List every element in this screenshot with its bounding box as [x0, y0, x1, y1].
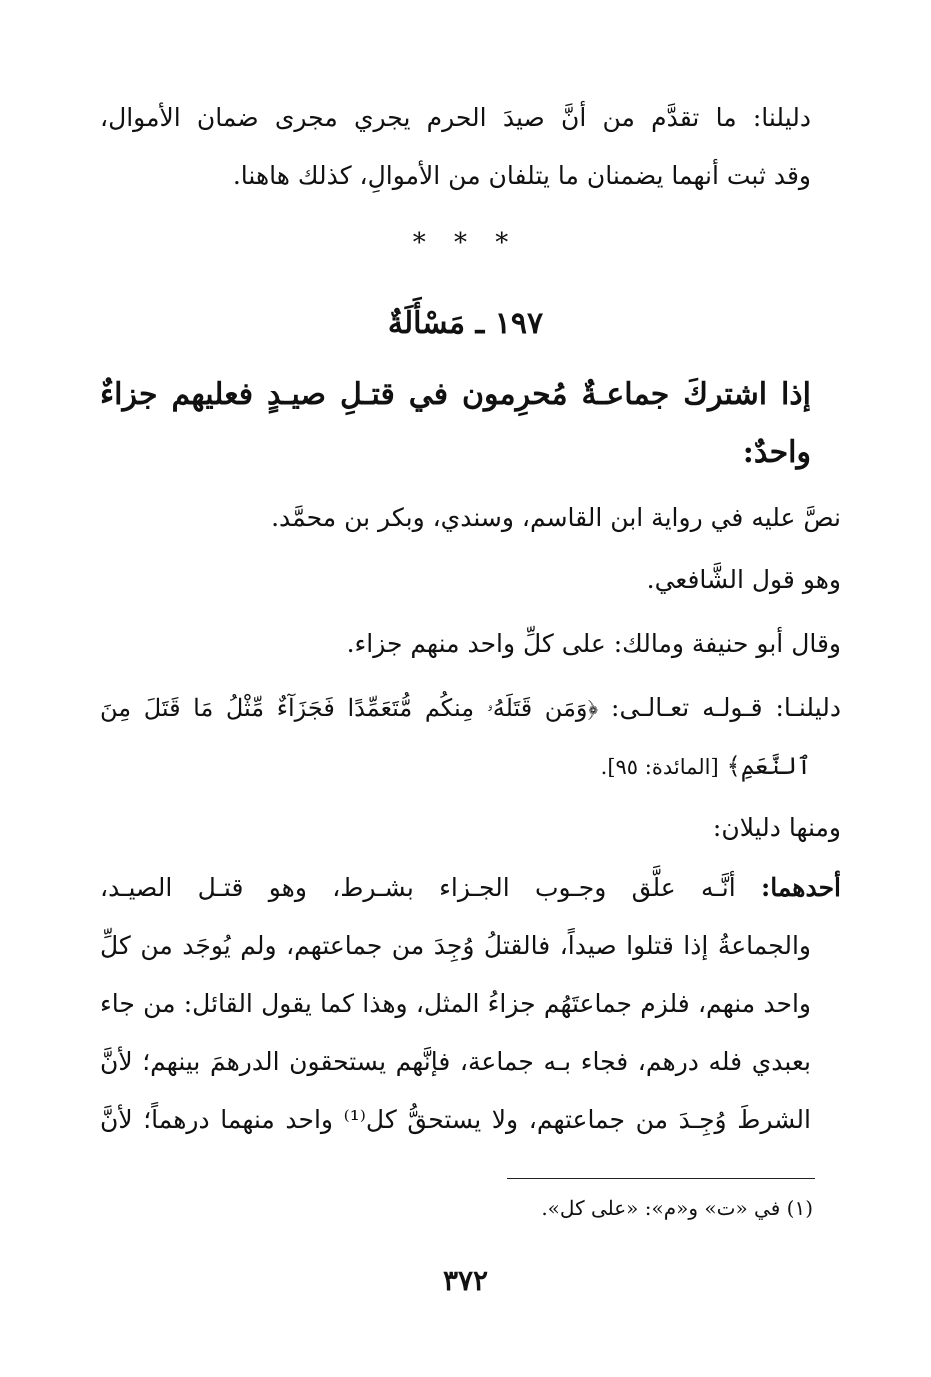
footnote: (١) في «ت» و«م»: «على كل». [541, 1196, 813, 1220]
footnote-divider [507, 1178, 815, 1179]
top-paragraph-line-1: دليلنا: ما تقدَّم من أنَّ صيدَ الحرم يجري مجرى ضمان الأموال، [100, 103, 811, 132]
page-number: ٣٧٢ [442, 1264, 489, 1297]
body-paragraph-6-line-4: بعبدي فله درهم، فجاء بـه جماعة، فإنَّهم يستحقون الدرهمَ بينهم؛ لأنَّ [100, 1047, 811, 1076]
section-separator: * * * [412, 228, 519, 258]
issue-heading: ١٩٧ ـ مَسْأَلَةٌ [387, 306, 544, 341]
body-paragraph-1: نصَّ عليه في رواية ابن القاسم، وسندي، وبكر بن محمَّد. [271, 503, 841, 532]
quran-verse: ﴿وَمَن قَتَلَهُۥ مِنكُم مُّتَعَمِّدًا فَجَزَآءٌ مِّثْلُ مَا قَتَلَ مِنَ [100, 694, 599, 722]
first-proof-label: أحدهما: [760, 873, 841, 902]
body-paragraph-6-line-2: والجماعةُ إذا قتلوا صيداً، فالقتلُ وُجِدَ من جماعتهم، ولم يُوجَد من كلِّ [100, 931, 811, 960]
body-paragraph-5: ومنها دليلان: [712, 813, 841, 842]
body-paragraph-4 [100, 688, 841, 728]
issue-title-line-2: واحدٌ: [742, 435, 811, 470]
first-proof-text: أنَّـه علَّق وجـوب الجـزاء بشـرط، وهو قتـل الصيـد، [100, 873, 736, 902]
body-paragraph-6-line-3: واحد منهم، فلزم جماعتَهُم جزاءُ المثل، وهذا كما يقول القائل: من جاء [100, 989, 811, 1018]
top-paragraph-line-2: وقد ثبت أنهما يضمنان ما يتلفان من الأموالِ، كذلك هاهنا. [232, 161, 811, 190]
quote-lead: دليلنـا: قـولـه تعـالـى: [611, 693, 841, 722]
body-paragraph-6-line-1 [100, 868, 841, 908]
body-paragraph-4-end [601, 746, 811, 787]
body-paragraph-3: وقال أبو حنيفة ومالك: على كلِّ واحد منهم جزاء. [346, 629, 841, 658]
issue-title-line-1: إذا اشتركَ جماعـةٌ مُحرِمون في قتـلِ صيـدٍ فعليهم جزاءٌ [100, 377, 811, 412]
body-paragraph-2: وهو قول الشَّافعي. [646, 565, 841, 594]
body-paragraph-6-line-5: الشرطَ وُجِـدَ من جماعتهم، ولا يستحقُّ كل⁽¹⁾ واحد منهما درهماً؛ لأنَّ [100, 1105, 811, 1134]
verse-reference: [المائدة: ٩٥]. [600, 755, 719, 779]
quran-verse-end: ٱلنَّعَمِ﴾ [726, 752, 811, 780]
